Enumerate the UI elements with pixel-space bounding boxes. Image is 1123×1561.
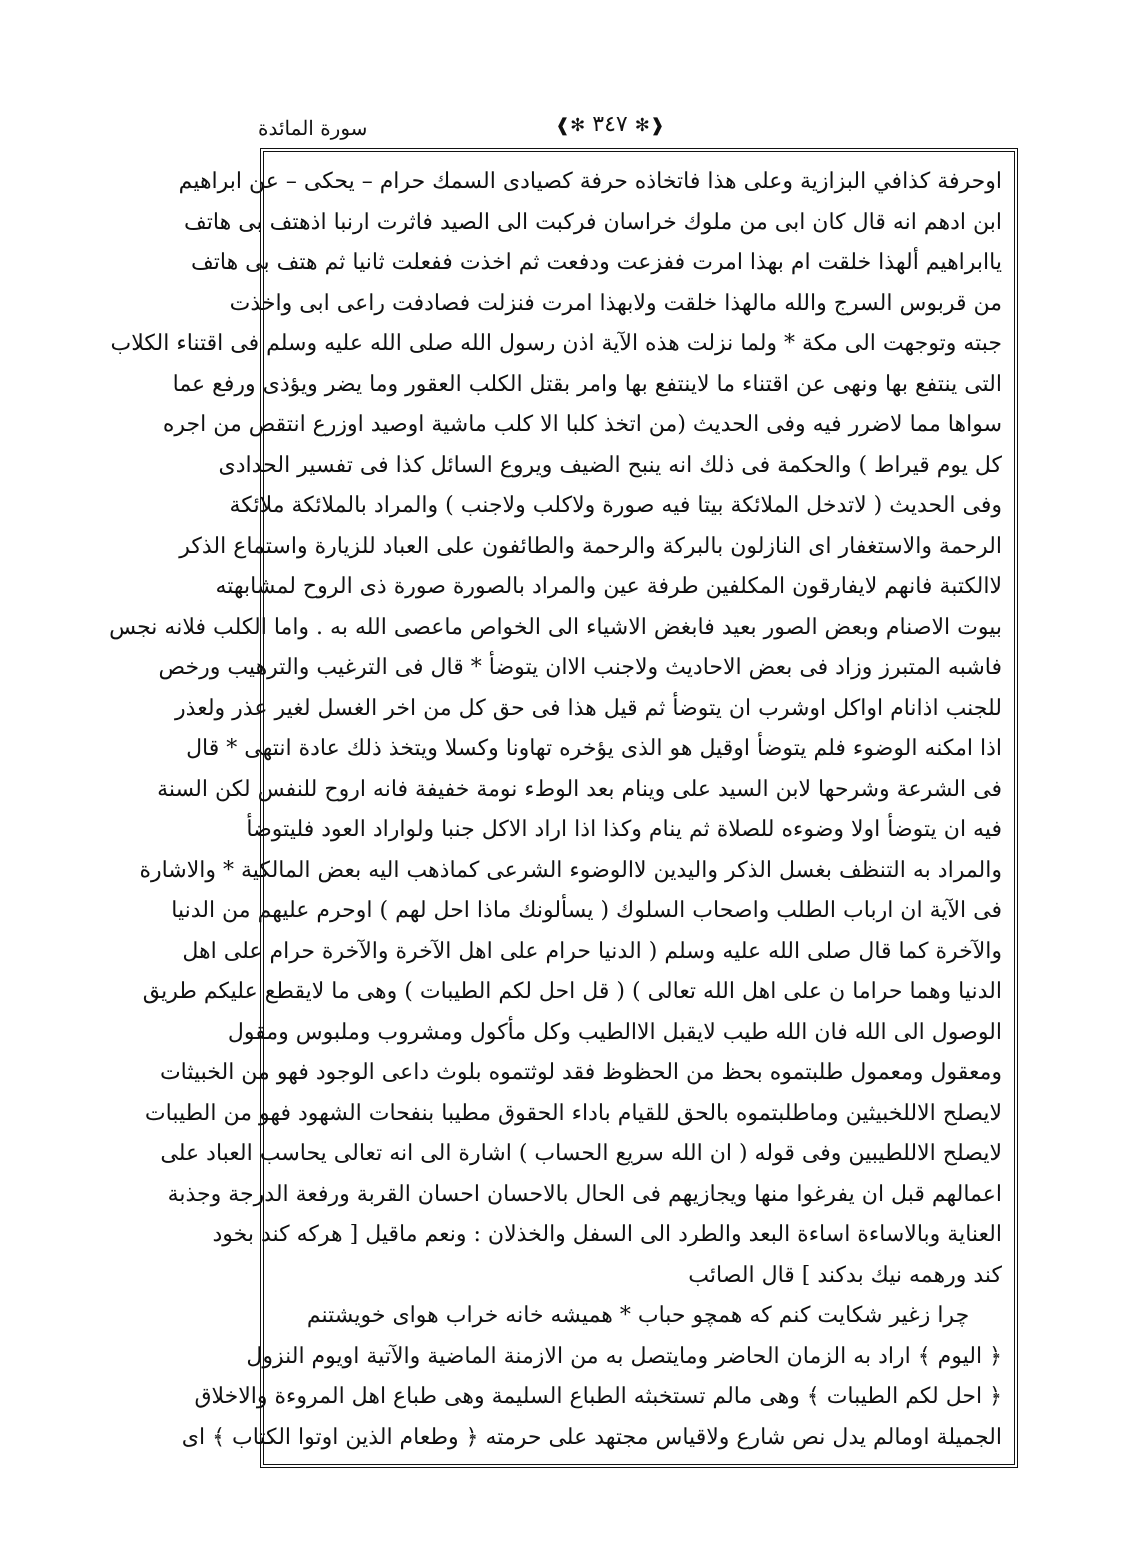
page-number: ٣٤٧ xyxy=(592,112,628,137)
text-line: الدنيا وهما حراما ن على اهل الله تعالى ) ( قل احل لكم الطيبات ) وهى ما لايقطع عليكم طريق xyxy=(142,979,1002,1004)
text-line: لايصلح الاللطيبين وفى قوله ( ان الله سريع الحساب ) اشارة الى انه تعالى يحاسب العباد على xyxy=(160,1141,1002,1166)
text-line: اوحرفة كذافي البزازية وعلى هذا فاتخاذه حرفة كصيادى السمك حرام – يحكى – عن ابراهيم xyxy=(178,169,1002,194)
text-line: فيه ان يتوضأ اولا وضوءه للصلاة ثم ينام وكذا اذا اراد الاكل جنبا ولواراد العود فليتوضأ xyxy=(246,817,1002,842)
text-line: وفى الحديث ( لاتدخل الملائكة بيتا فيه صورة ولاكلب ولاجنب ) والمراد بالملائكة ملائكة xyxy=(229,493,1002,518)
text-line: فى الشرعة وشرحها لابن السيد على وينام بعد الوطء نومة خفيفة فانه اروح للنفس لكن السنة xyxy=(157,776,1002,802)
text-line: فى الآية ان ارباب الطلب واصحاب السلوك ( يسألونك ماذا احل لهم ) اوحرم عليهم من الدنيا xyxy=(171,898,1002,923)
ornament-right-icon: ✻❱ xyxy=(634,115,665,136)
text-line: ابن ادهم انه قال كان ابى من ملوك خراسان فركبت الى الصيد فاثرت ارنبا اذهتف بى هاتف xyxy=(184,209,1002,235)
text-line: فاشبه المتبرز وزاد فى بعض الاحاديث ولاجنب الاان يتوضأ * قال فى الترغيب والترهيب ورخص xyxy=(158,655,1002,680)
text-line: الجميلة اومالم يدل نص شارع ولاقياس مجتهد على حرمته ﴿ وطعام الذين اوتوا الكتاب ﴾ اى xyxy=(181,1424,1002,1450)
text-line: كند ورهمه نيك بدكند ] قال الصائب xyxy=(688,1262,1002,1288)
text-line: ومعقول ومعمول طلبتموه بحظ من الحظوظ فقد لوثتموه بلوث داعى الوجود فهو من الخبيثات xyxy=(159,1060,1002,1085)
text-line: العناية وبالاساءة اساءة البعد والطرد الى السفل والخذلان : ونعم ماقيل [ هركه كند بخود xyxy=(212,1222,1002,1247)
text-line: جبته وتوجهت الى مكة * ولما نزلت هذه الآية اذن رسول الله صلى الله عليه وسلم فى اقتناء الكلاب xyxy=(110,331,1002,356)
text-line: سواها مما لاضرر فيه وفى الحديث (من اتخذ كلبا الا كلب ماشية اوصيد اوزرع انتقص من اجره xyxy=(162,412,1002,437)
surah-title: سورة المائدة xyxy=(258,116,368,140)
ornament-left-icon: ❰✻ xyxy=(555,115,586,136)
text-line: ﴿ احل لكم الطيبات ﴾ وهى مالم تستخبثه الطباع السليمة وهى طباع اهل المروءة والاخلاق xyxy=(194,1384,1002,1409)
text-line: من قربوس السرج والله مالهذا خلقت ولابهذا امرت فنزلت فصادفت راعى ابى واخذت xyxy=(229,290,1002,316)
page-number-block xyxy=(510,112,710,137)
text-line: والمراد به التنظف بغسل الذكر واليدين لاالوضوء الشرعى كماذهب اليه بعض المالكية * والاشارة xyxy=(139,857,1002,883)
text-line: والآخرة كما قال صلى الله عليه وسلم ( الدنيا حرام على اهل الآخرة والآخرة حرام على اهل xyxy=(182,938,1002,964)
body-text xyxy=(109,162,1002,1458)
text-line: ﴿ اليوم ﴾ اراد به الزمان الحاضر ومايتصل به من الازمنة الماضية والآتية اويوم النزول xyxy=(246,1343,1002,1369)
text-line: لاالكتبة فانهم لايفارقون المكلفين طرفة عين والمراد بالصورة صورة ذى الروح لمشابهته xyxy=(215,574,1002,599)
text-line: لايصلح الاللخبيثين وماطلبتموه بالحق للقيام باداء الحقوق مطيبا بنفحات الشهود فهو من الطيبات xyxy=(144,1100,1002,1126)
text-line: بيوت الاصنام وبعض الصور بعيد فابغض الاشياء الى الخواص ماعصى الله به . واما الكلب فلانه نجس xyxy=(109,614,1002,640)
text-frame xyxy=(109,148,1018,1468)
text-line: الوصول الى الله فان الله طيب لايقبل الاالطيب وكل مأكول ومشروب وملبوس ومقول xyxy=(227,1019,1002,1045)
text-line: كل يوم قيراط ) والحكمة فى ذلك انه ينبح الضيف ويروع السائل كذا فى تفسير الحدادى xyxy=(218,452,1002,478)
text-line: الرحمة والاستغفار اى النازلون بالبركة والرحمة والطائفون على العباد للزيارة واستماع الذكر xyxy=(179,533,1002,559)
text-line: للجنب اذانام اواكل اوشرب ان يتوضأ ثم قيل هذا فى حق كل من اخر الغسل لغير عذر ولعذر xyxy=(175,695,1002,721)
text-line: ياابراهيم ألهذا خلقت ام بهذا امرت ففزعت ودفعت ثم اخذت ففعلت ثانيا ثم هتف بى هاتف xyxy=(190,250,1002,275)
text-line: اعمالهم قبل ان يفرغوا منها ويجازيهم فى الحال بالاحسان احسان القربة ورفعة الدرجة وجذبة xyxy=(167,1181,1002,1207)
page-header xyxy=(0,112,1123,146)
verse-line: چرا زغير شكايت كنم كه همچو حباب * هميشه خانه خراب هواى خويشتنم xyxy=(306,1303,970,1328)
text-line: التى ينتفع بها ونهى عن اقتناء ما لاينتفع بها وامر بقتل الكلب العقور وما يضر ويؤذى ورفع عما xyxy=(172,371,1002,397)
text-line: اذا امكنه الوضوء فلم يتوضأ اوقيل هو الذى يؤخره تهاونا وكسلا ويتخذ ذلك عادة انتهى * قال xyxy=(186,736,1002,761)
